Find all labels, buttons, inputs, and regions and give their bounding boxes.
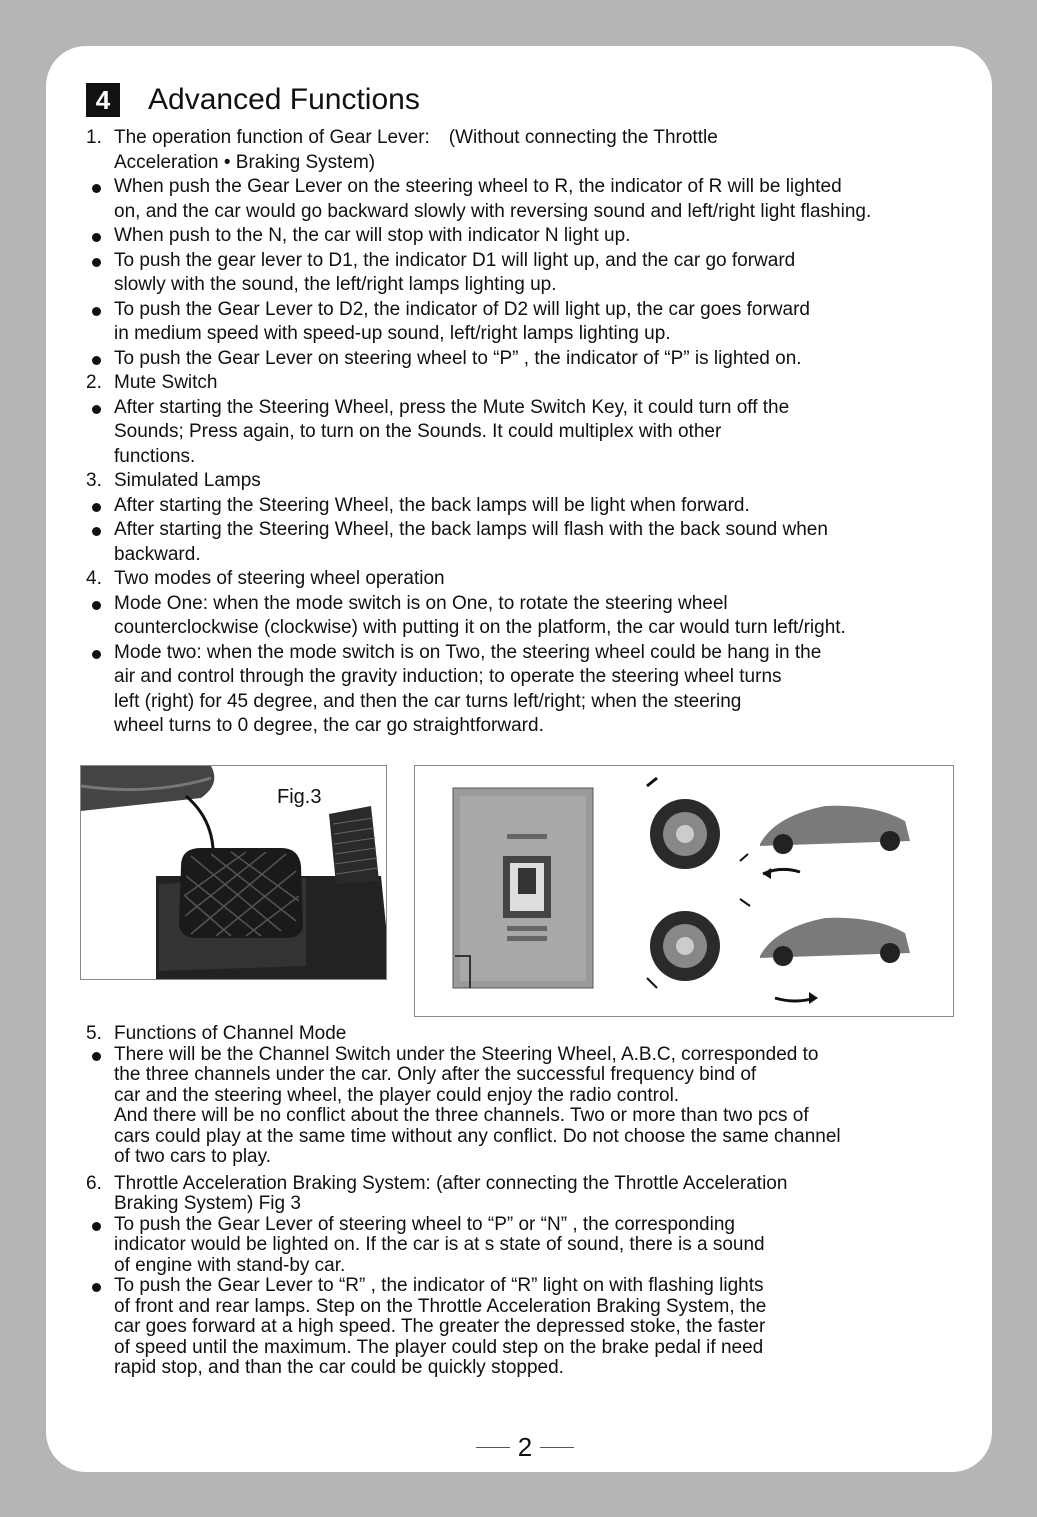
footer-rule <box>540 1447 574 1448</box>
bullet-line: left (right) for 45 degree, and then the car turns left/right; when the steering <box>114 690 742 712</box>
bullet-line: car goes forward at a high speed. The greater the depressed stoke, the faster <box>114 1316 766 1337</box>
mode-illustration <box>415 766 953 1016</box>
bullet-line: To push the Gear Lever of steering wheel to “P” or “N” , the corresponding <box>114 1213 735 1235</box>
bullet-point <box>86 641 991 739</box>
bullet-line: To push the gear lever to D1, the indicator D1 will light up, and the car go forward <box>114 249 796 271</box>
item-heading: Mute Switch <box>114 372 218 393</box>
steering-wheel-icon <box>650 911 720 981</box>
bullet-line: And there will be no conflict about the three channels. Two or more than two pcs of <box>114 1105 809 1126</box>
list-item <box>86 469 991 567</box>
bullet-line: the three channels under the car. Only after the successful frequency bind of <box>114 1064 757 1085</box>
list-item <box>86 1024 991 1168</box>
bullet-point <box>86 1045 991 1168</box>
bullet-line: backward. <box>114 543 201 565</box>
bullet-line: Mode two: when the mode switch is on Two, the steering wheel could be hang in the <box>114 641 822 663</box>
bullet-point <box>86 518 991 567</box>
bullet-point <box>86 224 991 249</box>
bullet-line: in medium speed with speed-up sound, left/right lamps lighting up. <box>114 323 671 344</box>
bullet-point <box>86 249 991 298</box>
bullet-point <box>86 396 991 470</box>
bullet-line: rapid stop, and than the car could be quickly stopped. <box>114 1357 564 1378</box>
item-heading: The operation function of Gear Lever: (Without connecting the Throttle <box>114 127 718 148</box>
bullet-line: To push the Gear Lever to D2, the indicator of D2 will light up, the car goes forward <box>114 298 810 320</box>
list-item <box>86 1174 991 1379</box>
page-number: 2 <box>517 1432 533 1462</box>
pedal-illustration <box>81 766 386 979</box>
bullet-line: There will be the Channel Switch under the Steering Wheel, A.B.C, corresponded to <box>114 1043 819 1065</box>
item-number: 1. <box>86 127 102 148</box>
item-number: 3. <box>86 470 102 491</box>
page-footer <box>476 1432 574 1463</box>
bullet-line: of engine with stand-by car. <box>114 1254 346 1276</box>
bullet-point <box>86 592 991 641</box>
figure-label: Fig.3 <box>277 786 322 808</box>
bullet-line: on, and the car would go backward slowly with reversing sound and left/right light flashing. <box>114 200 872 222</box>
list-item <box>86 371 991 469</box>
item-number: 6. <box>86 1172 102 1194</box>
bullet-line: Sounds; Press again, to turn on the Sounds. It could multiplex with other <box>114 421 722 442</box>
bullet-line: of speed until the maximum. The player could step on the brake pedal if need <box>114 1336 764 1358</box>
bullet-line: indicator would be lighted on. If the car is at s state of sound, there is a sound <box>114 1234 765 1255</box>
list-item <box>86 567 991 739</box>
bullet-point <box>86 175 991 224</box>
bullet-line: After starting the Steering Wheel, press the Mute Switch Key, it could turn off the <box>114 396 790 418</box>
list-item <box>86 126 991 371</box>
footer-rule <box>476 1447 510 1448</box>
item-number: 5. <box>86 1023 102 1044</box>
bullet-line: After starting the Steering Wheel, the back lamps will flash with the back sound when <box>114 519 828 540</box>
item-heading-continued: Acceleration • Braking System) <box>114 151 376 173</box>
sports-car-icon <box>760 918 910 966</box>
mode-figure <box>414 765 954 1017</box>
item-heading: Throttle Acceleration Braking System: (after connecting the Throttle Acceleration <box>114 1172 788 1194</box>
bullet-line: To push the Gear Lever on steering wheel to “P” , the indicator of “P” is lighted on. <box>114 347 802 369</box>
bullet-point <box>86 347 991 372</box>
bullet-point <box>86 494 991 519</box>
pedal-figure <box>80 765 387 980</box>
bullet-point <box>86 1215 991 1277</box>
item-number: 4. <box>86 568 102 589</box>
bullet-line: Mode One: when the mode switch is on One, to rotate the steering wheel <box>114 592 728 614</box>
bullet-line: car and the steering wheel, the player could enjoy the radio control. <box>114 1084 680 1106</box>
section-number: 4 <box>86 83 120 117</box>
bullet-line: When push the Gear Lever on the steering wheel to R, the indicator of R will be lighted <box>114 176 842 197</box>
item-heading-continued: Braking System) Fig 3 <box>114 1193 301 1214</box>
item-heading: Simulated Lamps <box>114 470 261 491</box>
item-heading: Functions of Channel Mode <box>114 1023 347 1044</box>
content-block-lower <box>86 1024 991 1379</box>
bullet-line: When push to the N, the car will stop with indicator N light up. <box>114 225 631 246</box>
bullet-line: of front and rear lamps. Step on the Throttle Acceleration Braking System, the <box>114 1295 767 1317</box>
bullet-point <box>86 1276 991 1379</box>
bullet-point <box>86 298 991 347</box>
content-block-upper <box>86 126 991 739</box>
bullet-line: wheel turns to 0 degree, the car go straightforward. <box>114 715 544 736</box>
bullet-line: of two cars to play. <box>114 1146 271 1167</box>
bullet-line: functions. <box>114 445 196 467</box>
sports-car-icon <box>760 806 910 854</box>
bullet-line: cars could play at the same time without any conflict. Do not choose the same channel <box>114 1125 841 1147</box>
bullet-line: counterclockwise (clockwise) with putting it on the platform, the car would turn left/right. <box>114 617 846 638</box>
item-heading: Two modes of steering wheel operation <box>114 568 445 589</box>
item-number: 2. <box>86 372 102 393</box>
bullet-line: After starting the Steering Wheel, the back lamps will be light when forward. <box>114 494 750 516</box>
bullet-line: slowly with the sound, the left/right lamps lighting up. <box>114 274 557 295</box>
bullet-line: To push the Gear Lever to “R” , the indicator of “R” light on with flashing lights <box>114 1275 764 1296</box>
section-title: Advanced Functions <box>148 83 420 116</box>
section-header <box>86 80 420 120</box>
steering-wheel-icon <box>650 799 720 869</box>
bullet-line: air and control through the gravity induction; to operate the steering wheel turns <box>114 666 782 687</box>
